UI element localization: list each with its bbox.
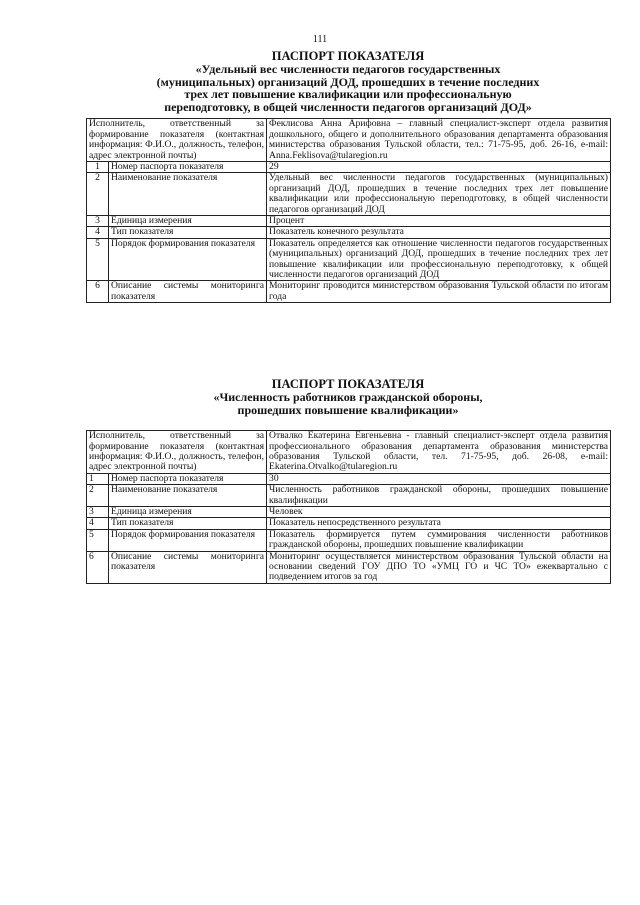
executor-label: Исполнитель, ответственный за формирование показателя (контактная информация: Ф.И.О., должность, телефон, адрес электронной почты)	[87, 119, 267, 162]
row-value: 29	[267, 162, 611, 173]
row-label: Тип показателя	[109, 227, 267, 238]
table-row	[87, 485, 611, 507]
row-value: Показатель формируется путем суммирования численности работников гражданской обороны, прошедших повышение квалификации	[267, 529, 611, 551]
row-number: 3	[87, 216, 109, 227]
row-label: Наименование показателя	[109, 485, 267, 507]
table-row	[87, 473, 611, 484]
executor-label: Исполнитель, ответственный за формирование показателя (контактная информация: Ф.И.О., должность, телефон, адрес электронной почты)	[87, 431, 267, 474]
page-number: 111	[312, 34, 328, 45]
subtitle-line: «Удельный вес численности педагогов государственных	[195, 62, 501, 76]
row-number: 4	[87, 518, 109, 529]
passport-subtitle	[86, 63, 610, 113]
row-label: Номер паспорта показателя	[109, 162, 267, 173]
table-row	[87, 227, 611, 238]
row-label: Тип показателя	[109, 518, 267, 529]
row-number: 4	[87, 227, 109, 238]
row-value: Мониторинг осуществляется министерством образования Тульской области на основании сведений ГОУ ДПО ТО «УМЦ ГО и ЧС ТО» ежеквартально с подведением итогов за год	[267, 551, 611, 583]
indicator-passport-29	[86, 50, 610, 303]
subtitle-line: трех лет повышение квалификации или профессиональную	[184, 87, 512, 102]
row-number: 6	[87, 281, 109, 303]
table-row	[87, 551, 611, 583]
row-number: 1	[87, 473, 109, 484]
table-row	[87, 216, 611, 227]
table-row-executor	[87, 119, 611, 162]
executor-value: Отвалко Екатерина Евгеньевна - главный специалист-эксперт отдела развития профессионального образования департамента образования министерства образования Тульской области, тел. 71-75-95, доб. 26-08, e-mail: Ekaterina.Otvalko@tularegion.ru	[267, 431, 611, 474]
table-row	[87, 529, 611, 551]
table-row	[87, 238, 611, 281]
row-label: Наименование показателя	[109, 173, 267, 216]
passport-title: ПАСПОРТ ПОКАЗАТЕЛЯ	[271, 49, 425, 63]
subtitle-line: переподготовку, в общей численности педагогов организаций ДОД»	[164, 99, 532, 114]
passport-table	[86, 430, 611, 584]
row-label: Номер паспорта показателя	[109, 473, 267, 484]
row-number: 2	[87, 485, 109, 507]
table-row-executor	[87, 431, 611, 474]
row-value: 30	[267, 473, 611, 484]
row-number: 1	[87, 162, 109, 173]
row-label: Единица измерения	[109, 216, 267, 227]
subtitle-line: (муниципальных) организаций ДОД, прошедших в течение последних	[156, 74, 540, 89]
row-value: Удельный вес численности педагогов государственных (муниципальных) организаций ДОД, прошедших в течение последних трех лет повышение квалификации или профессиональную переподготовку, в общей численности педагогов организаций ДОД	[267, 173, 611, 216]
row-value: Человек	[267, 507, 611, 518]
passport-table	[86, 118, 611, 303]
row-label: Единица измерения	[109, 507, 267, 518]
row-label: Описание системы мониторинга показателя	[109, 551, 267, 583]
subtitle-line: «Численность работников гражданской обороны,	[213, 390, 483, 404]
row-label: Порядок формирования показателя	[109, 238, 267, 281]
passport-title: ПАСПОРТ ПОКАЗАТЕЛЯ	[271, 377, 425, 391]
subtitle-line: прошедших повышение квалификации»	[237, 402, 459, 417]
row-number: 2	[87, 173, 109, 216]
row-number: 3	[87, 507, 109, 518]
row-label: Порядок формирования показателя	[109, 529, 267, 551]
row-number: 5	[87, 238, 109, 281]
row-number: 6	[87, 551, 109, 583]
row-value: Показатель непосредственного результата	[267, 518, 611, 529]
row-value: Показатель конечного результата	[267, 227, 611, 238]
table-row	[87, 518, 611, 529]
passport-subtitle	[86, 391, 610, 416]
row-value: Мониторинг проводится министерством образования Тульской области по итогам года	[267, 281, 611, 303]
executor-value: Феклисова Анна Арифовна – главный специалист-эксперт отдела развития дошкольного, общего и дополнительного образования департамента образования министерства образования Тульской области, тел.: 71-75-95, доб. 26-16, e-mail: Anna.Feklisova@tularegion.ru	[267, 119, 611, 162]
table-row	[87, 162, 611, 173]
row-value: Процент	[267, 216, 611, 227]
indicator-passport-30	[86, 378, 610, 584]
table-row	[87, 173, 611, 216]
table-row	[87, 281, 611, 303]
table-row	[87, 507, 611, 518]
row-value: Численность работников гражданской обороны, прошедших повышение квалификации	[267, 485, 611, 507]
row-label: Описание системы мониторинга показателя	[109, 281, 267, 303]
row-value: Показатель определяется как отношение численности педагогов государственных (муниципальных) организаций ДОД, прошедших в течение последних трех лет повышение квалификации или профессиональную переподготовку, к общей численности педагогов организаций ДОД	[267, 238, 611, 281]
row-number: 5	[87, 529, 109, 551]
